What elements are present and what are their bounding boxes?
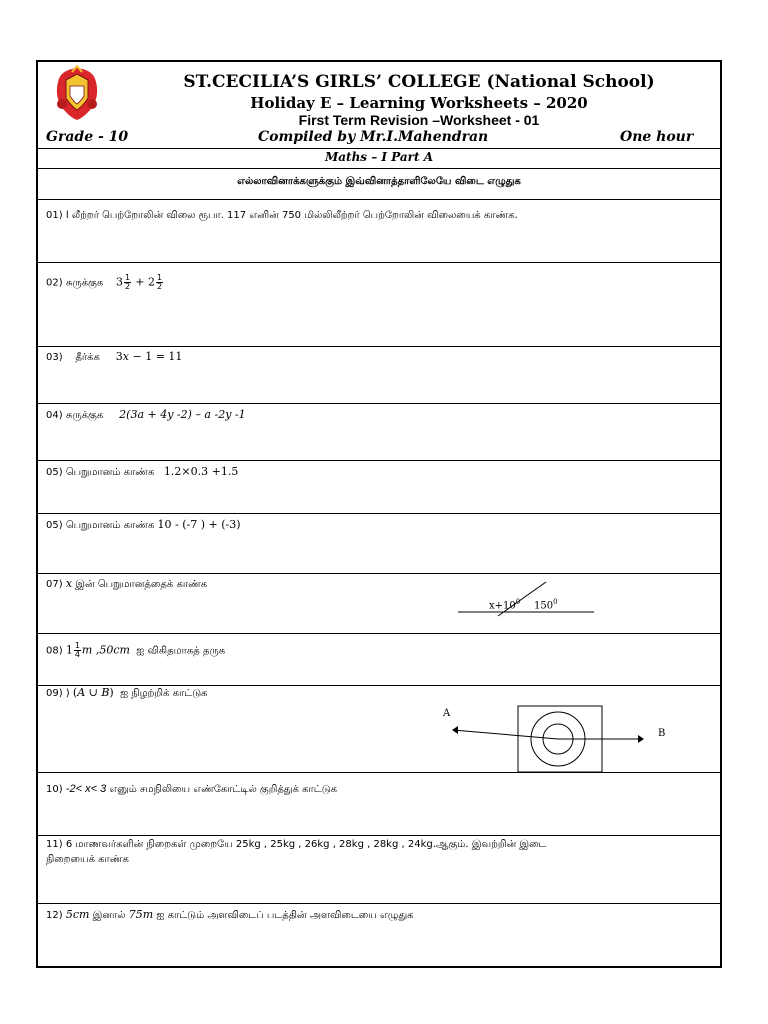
question-text: 6 மாணவர்களின் நிறைகள் முறையே 25kg , 25kg , 26kg , 28kg , 28kg , 24kg.ஆகும். இவற்றின் இடை [65,839,547,850]
compiler-label: Compiled by Mr.I.Mahendran [258,129,489,145]
question-text: ஐ நிழற்றிக் காட்டுக [120,688,208,699]
math-expression: 2(3a + 4y -2) – a -2y -1 [119,408,246,421]
question-number: 01) [46,210,63,221]
question-04 [46,408,246,422]
question-number: 11) [46,839,63,850]
question-number: 07) [46,579,63,590]
question-text: இனால் [92,910,126,921]
math-expression: 75m [128,908,154,921]
question-06 [46,518,241,532]
school-crest-logo [50,64,104,122]
question-text: சுருக்குக [65,277,104,289]
set-label-a: A [443,708,451,719]
divider [38,903,720,904]
math-expression: (𝐴 ∪ 𝐵) [72,686,114,699]
question-number: 04) [46,410,63,421]
question-11 [46,839,547,851]
math-expression: 1.2×0.3 +1.5 [163,465,239,478]
question-number: 02) [46,277,63,289]
question-text: ஐ காட்டும் அளவிடைப் படத்தின் அளவிடையை எழுதுக [156,910,414,921]
variable: 𝑥 [65,577,73,590]
duration-label: One hour [620,129,694,145]
divider [38,346,720,347]
math-expression: + 2 [135,275,155,289]
divider [38,573,720,574]
angle-left-label: $x+10^0$ [489,598,521,612]
question-text: எனும் சமநிலியை எண்கோட்டில் குறித்துக் காட்டுக [109,784,338,795]
question-text: சுருக்குக [65,410,104,421]
math-expression: 10 - (-7 ) + (-3) [157,518,241,531]
angle-diagram [458,578,608,618]
question-08 [46,642,225,659]
school-name: ST.CECILIA’S GIRLS’ COLLEGE (National School) [183,72,655,92]
question-text: ஐ விகிதமாகத் தருக [136,645,226,657]
divider [38,460,720,461]
divider [38,199,720,200]
question-number: 03) [46,352,63,363]
worksheet-series-title: Holiday E – Learning Worksheets – 2020 [250,94,588,112]
set-label-b: B [658,728,666,739]
question-09 [46,686,208,700]
question-12 [46,908,414,922]
divider [38,835,720,836]
angle-right-label: $150^0$ [534,598,558,612]
divider [38,262,720,263]
mixed-number-whole: 3 [115,275,123,289]
question-number: 12) [46,910,63,921]
question-number: 09) ) [46,688,70,699]
divider [38,168,720,169]
divider [38,772,720,773]
set-diagram [448,702,648,778]
question-11-continued: நிறையைக் காண்க [46,854,129,865]
mixed-number-whole: 1 [65,643,73,657]
question-number: 08) [46,645,63,657]
math-expression: 3𝑥 − 1 = 11 [115,350,183,363]
question-text: இன் பெறுமானத்தைக் காண்க [75,579,208,590]
fraction: $\frac{1}{2}$ [156,273,163,291]
divider [38,148,720,149]
math-expression: 𝑚 ,50𝑐𝑚 [81,643,130,657]
fraction: $\frac{1}{4}$ [74,641,80,659]
divider [38,403,720,404]
question-10 [46,783,337,796]
question-number: 10) [46,784,63,795]
grade-label: Grade - 10 [46,129,129,145]
question-03 [46,350,182,364]
divider [38,513,720,514]
question-05 [46,465,238,479]
divider [38,633,720,634]
fraction: $\frac{1}{2}$ [124,273,131,291]
question-text: பெறுமானம் காண்க [65,520,155,531]
question-text: தீர்க்க [75,352,100,363]
instruction-text: எல்லாவினாக்களுக்கும் இவ்வினாத்தாளிலேயே விடை எழுதுக [237,176,521,187]
question-01 [46,210,518,222]
worksheet-title: First Term Revision –Worksheet - 01 [298,112,540,128]
question-02 [46,274,164,291]
question-text: l லீற்றர் பெற்றோலின் விலை ரூபா. 117 எனின் 750 மில்லிலீற்றர் பெற்றோலின் விலையைக் காண்க. [65,210,518,221]
question-07 [46,577,207,591]
worksheet-page [36,60,722,968]
question-number: 05) [46,467,63,478]
question-text: பெறுமானம் காண்க [65,467,155,478]
question-number: 05) [46,520,63,531]
math-expression: -2< x< 3 [65,783,107,795]
math-expression: 5cm [65,908,90,921]
part-title: Maths – I Part A [324,150,434,164]
